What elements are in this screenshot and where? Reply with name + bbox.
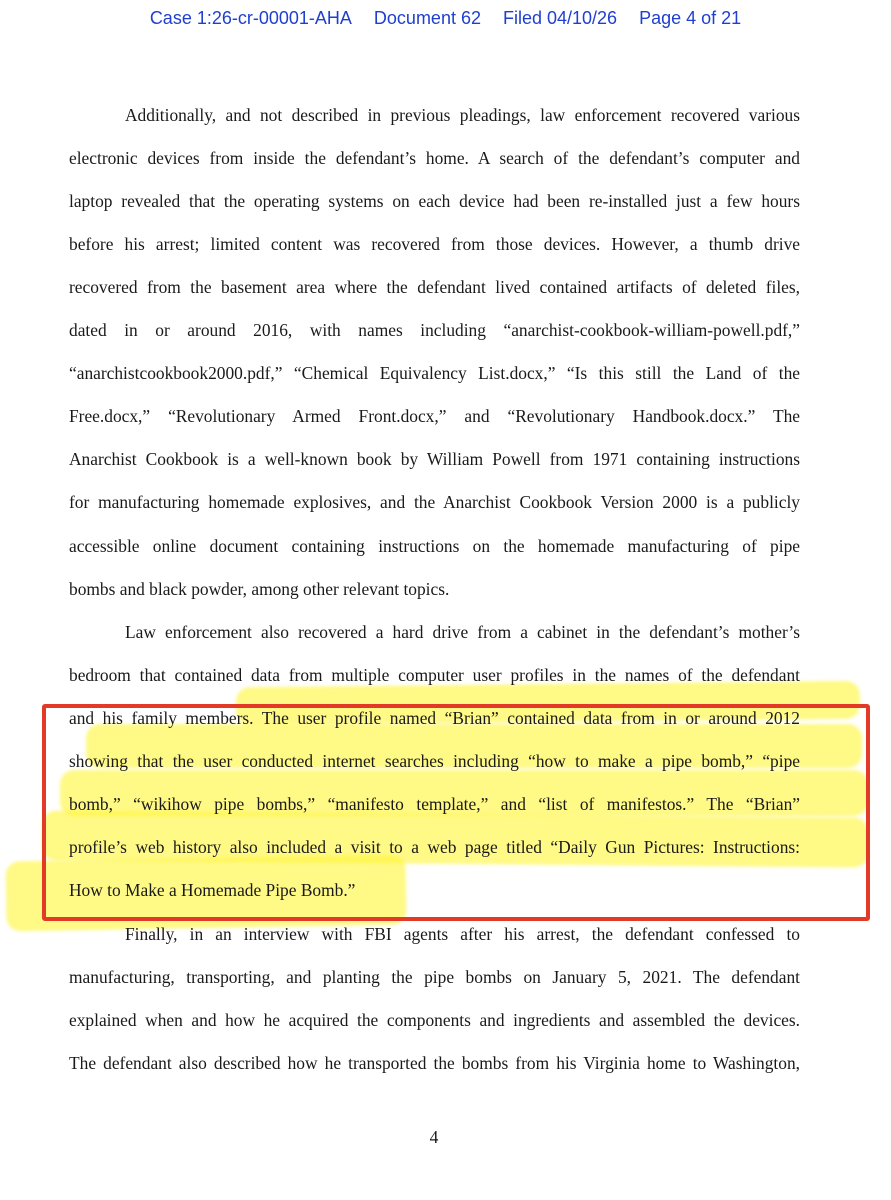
body-line: showing that the user conducted internet searches including “how to make a pipe bomb,” “pipe — [69, 751, 800, 771]
body-line: bedroom that contained data from multiple computer user profiles in the names of the defendant — [69, 665, 800, 685]
page-number: 4 — [429, 1127, 439, 1147]
body-line: manufacturing, transporting, and planting the pipe bombs on January 5, 2021. The defendant — [69, 967, 800, 987]
body-line: explained when and how he acquired the components and ingredients and assembled the devices. — [69, 1010, 800, 1030]
body-line: dated in or around 2016, with names including “anarchist-cookbook-william-powell.pdf,” — [69, 320, 800, 340]
page-indicator: Page 4 of 21 — [639, 8, 742, 28]
body-line: bombs and black powder, among other relevant topics. — [69, 579, 450, 599]
red-annotation-box — [42, 704, 870, 921]
filed-date: Filed 04/10/26 — [502, 8, 618, 28]
body-line: recovered from the basement area where the defendant lived contained artifacts of deleted files, — [69, 277, 800, 297]
body-line: “anarchistcookbook2000.pdf,” “Chemical Equivalency List.docx,” “Is this still the Land of the — [69, 363, 800, 383]
document-number: Document 62 — [373, 8, 481, 28]
case-header — [0, 8, 891, 29]
body-line: Free.docx,” “Revolutionary Armed Front.docx,” and “Revolutionary Handbook.docx.” The — [69, 406, 800, 426]
body-line: Law enforcement also recovered a hard drive from a cabinet in the defendant’s mother’s — [125, 622, 800, 642]
body-line: Additionally, and not described in previous pleadings, law enforcement recovered various — [125, 105, 800, 125]
body-line: before his arrest; limited content was recovered from those devices. However, a thumb drive — [69, 234, 800, 254]
body-line: profile’s web history also included a visit to a web page titled “Daily Gun Pictures: Instructions: — [69, 837, 800, 857]
case-number: Case 1:26-cr-00001-AHA — [149, 8, 352, 28]
body-line: laptop revealed that the operating systems on each device had been re-installed just a few hours — [69, 191, 800, 211]
body-line: Anarchist Cookbook is a well-known book by William Powell from 1971 containing instructions — [69, 449, 800, 469]
body-line: and his family members. The user profile named “Brian” contained data from in or around 2012 — [69, 708, 800, 728]
body-line: for manufacturing homemade explosives, and the Anarchist Cookbook Version 2000 is a publicly — [69, 492, 800, 512]
body-line: bomb,” “wikihow pipe bombs,” “manifesto template,” and “list of manifestos.” The “Brian” — [69, 794, 800, 814]
body-line: The defendant also described how he transported the bombs from his Virginia home to Washington, — [69, 1053, 800, 1073]
body-line: Finally, in an interview with FBI agents after his arrest, the defendant confessed to — [125, 924, 800, 944]
body-line: How to Make a Homemade Pipe Bomb.” — [69, 880, 356, 900]
body-line: accessible online document containing instructions on the homemade manufacturing of pipe — [69, 536, 800, 556]
body-line: electronic devices from inside the defendant’s home. A search of the defendant’s computer and — [69, 148, 800, 168]
